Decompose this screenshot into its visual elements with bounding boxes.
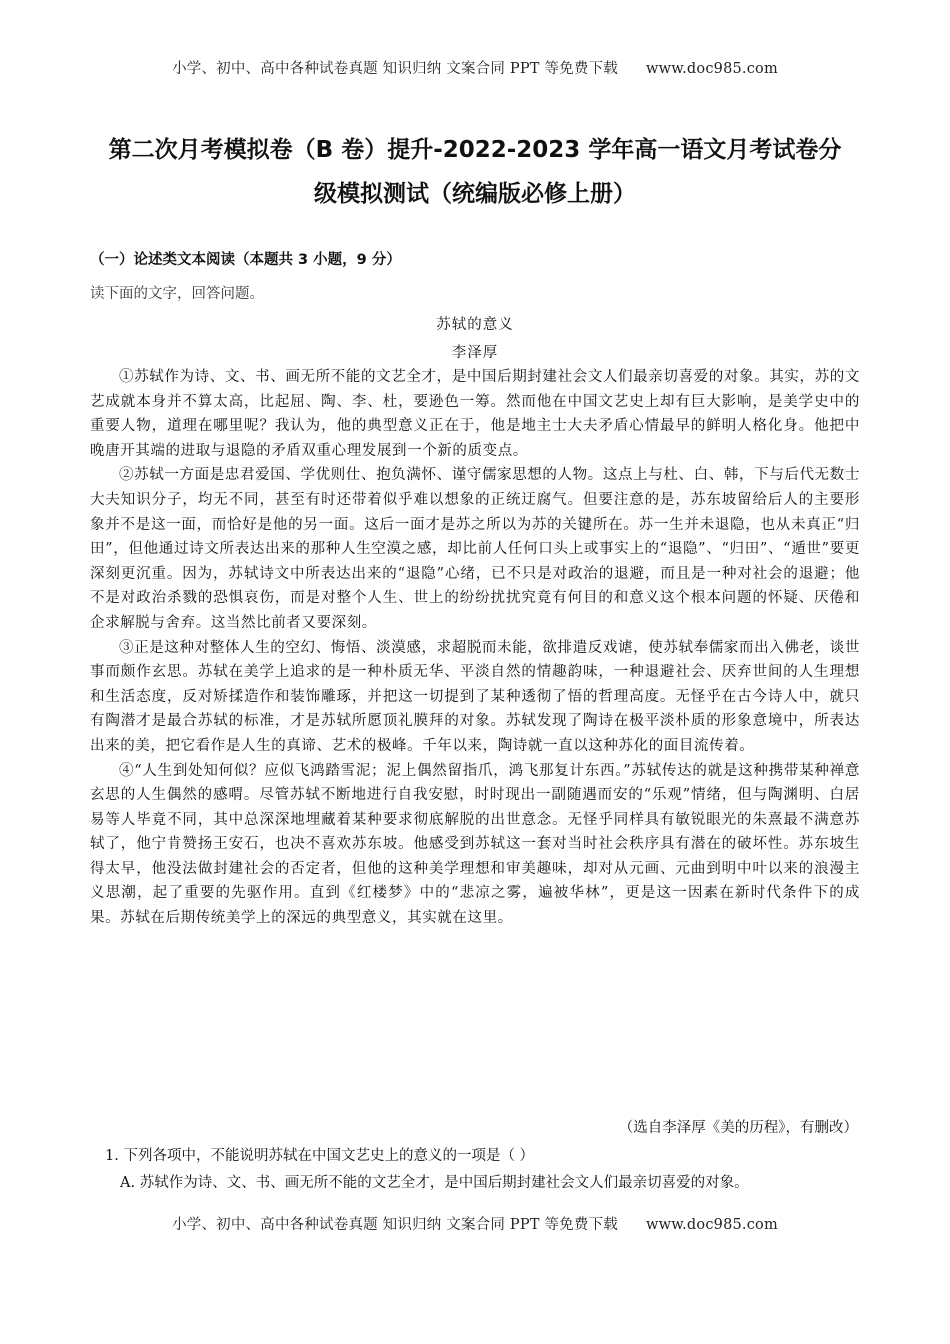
footer-text: 小学、初中、高中各种试卷真题 知识归纳 文案合同 PPT 等免费下载 (172, 1217, 618, 1233)
document-title (80, 128, 870, 216)
header-url[interactable]: www.doc985.com (645, 61, 778, 77)
page-footer (0, 1213, 950, 1234)
footer-url[interactable]: www.doc985.com (645, 1217, 778, 1233)
paragraph-1: ①苏轼作为诗、文、书、画无所不能的文艺全才，是中国后期封建社会文人们最亲切喜爱的对象。其实，苏的文艺成就本身并不算太高，比起屈、陶、李、杜，要逊色一筹。然而他在中国文艺史上却有巨大影响，是美学史中的重要人物，道理在哪里呢？我认为，他的典型意义正在于，他是地主士大夫矛盾心情最早的鲜明人格化身。他把中晚唐开其端的进取与退隐的矛盾双重心理发展到一个新的质变点。 (90, 369, 860, 459)
question-1-option-a: A. 苏轼作为诗、文、书、画无所不能的文艺全才，是中国后期封建社会文人们最亲切喜爱的对象。 (120, 1175, 749, 1191)
paragraph-2: ②苏轼一方面是忠君爱国、学优则仕、抱负满怀、谨守儒家思想的人物。这点上与杜、白、韩，下与后代无数士大夫知识分子，均无不同，甚至有时还带着似乎难以想象的正统迂腐气。但要注意的是，苏东坡留给后人的主要形象并不是这一面，而恰好是他的另一面。这后一面才是苏之所以为苏的关键所在。苏一生并未退隐，也从未真正“归田”，但他通过诗文所表达出来的那种人生空漠之感，却比前人任何口头上或事实上的“退隐”、“归田”、“遁世”要更深刻更沉重。因为，苏轼诗文中所表达出来的“退隐”心绪，已不只是对政治的退避，而且是一种对社会的退避；他不是对政治杀戮的恐惧哀伤，而是对整个人生、世上的纷纷扰扰究竟有何目的和意义这个根本问题的怀疑、厌倦和企求解脱与舍弃。这当然比前者又要深刻。 (90, 467, 860, 631)
paragraph-4: ④“人生到处知何似？应似飞鸿踏雪泥；泥上偶然留指爪，鸿飞那复计东西。”苏轼传达的就是这种携带某种禅意玄思的人生偶然的感喟。尽管苏轼不断地进行自我安慰，时时现出一副随遇而安的“乐观”情绪，但与陶渊明、白居易等人毕竟不同，其中总深深地埋藏着某种要求彻底解脱的出世意念。无怪乎同样具有敏锐眼光的朱熹最不满意苏轼了，他宁肯赞扬王安石，也决不喜欢苏东坡。他感受到苏轼这一套对当时社会秩序具有潜在的破坏性。苏东坡生得太早，他没法做封建社会的否定者，但他的这种美学理想和审美趣味，却对从元画、元曲到明中叶以来的浪漫主义思潮，起了重要的先驱作用。直到《红楼梦》中的“悲凉之雾，遍被华林”，更是这一因素在新时代条件下的成果。苏轼在后期传统美学上的深远的典型意义，其实就在这里。 (90, 762, 860, 927)
article-title: 苏轼的意义 (436, 317, 514, 333)
section-heading: （一）论述类文本阅读（本题共 3 小题，9 分） (90, 252, 401, 268)
title-line-1: 第二次月考模拟卷（B 卷）提升-2022-2023 学年高一语文月考试卷分 (108, 137, 842, 163)
article-source: （选自李泽厚《美的历程》，有删改） (618, 1120, 858, 1136)
article-body (90, 365, 860, 931)
article-author: 李泽厚 (451, 345, 499, 361)
header-text: 小学、初中、高中各种试卷真题 知识归纳 文案合同 PPT 等免费下载 (172, 61, 618, 77)
title-line-2: 级模拟测试（统编版必修上册） (314, 181, 636, 207)
paragraph-3: ③正是这种对整体人生的空幻、悔悟、淡漠感，求超脱而未能，欲排遣反戏谑，使苏轼奉儒家而出入佛老，谈世事而颇作玄思。苏轼在美学上追求的是一种朴质无华、平淡自然的情趣韵味，一种退避社会、厌弃世间的人生理想和生活态度，反对矫揉造作和装饰雕琢，并把这一切提到了某种透彻了悟的哲理高度。无怪乎在古今诗人中，就只有陶潜才是最合苏轼的标准，才是苏轼所愿顶礼膜拜的对象。苏轼发现了陶诗在极平淡朴质的形象意境中，所表达出来的美，把它看作是人生的真谛、艺术的极峰。千年以来，陶诗就一直以这种苏化的面目流传着。 (90, 639, 860, 754)
reading-instruction: 读下面的文字，回答问题。 (90, 286, 264, 302)
page-header (0, 57, 950, 78)
question-1-stem: 1. 下列各项中，不能说明苏轼在中国文艺史上的意义的一项是（ ） (105, 1148, 535, 1164)
